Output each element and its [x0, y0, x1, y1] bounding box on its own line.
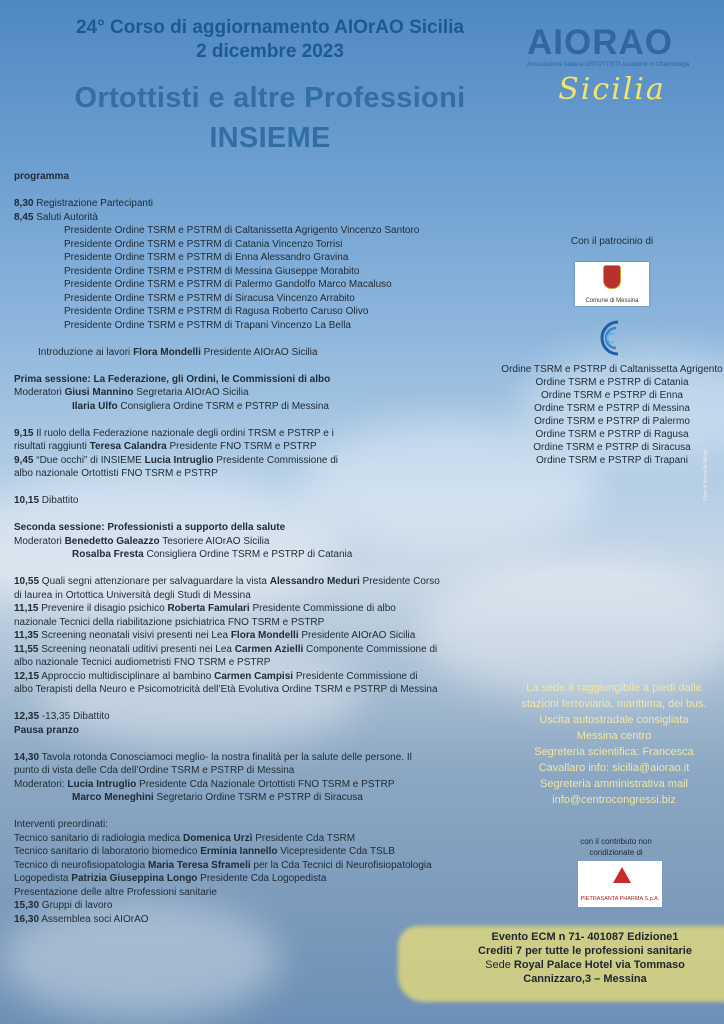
agenda-item: 15,30 Gruppi di lavoro	[14, 900, 113, 911]
intervention-line: Logopedista Patrizia Giuseppina Longo Presidente Cda Logopedista	[14, 873, 327, 884]
crest-icon	[603, 265, 621, 289]
ecm-address: Cannizzaro,3 – Messina	[523, 973, 647, 985]
agenda-item: nazionale Tecnici della riabilitazione psichiatrica FNO TSRM e PSTRP	[14, 616, 325, 628]
venue-line: La sede è raggiungibile a piedi dalle	[526, 682, 702, 694]
moderator-line: Moderatori Giusi Mannino Segretaria AIOrAO Sicilia	[14, 387, 249, 398]
president-line: Presidente Ordine TSRM e PSTRM di Enna Alessandro Gravina	[64, 252, 349, 263]
event-title-line2: INSIEME	[209, 122, 331, 154]
sponsor-name: PIETRASANTA PHARMA S.p.A.	[580, 896, 660, 902]
agenda-item: 14,30 Tavola rotonda Conosciamoci meglio- la nostra finalità per la salute delle persone. Il	[14, 751, 412, 763]
interventi-title: Interventi preordinati:	[14, 819, 108, 830]
comune-messina-seal	[575, 262, 649, 306]
order-item: Ordine TSRM e PSTRP di Palermo	[534, 416, 690, 427]
president-line: Presidente Ordine TSRM e PSTRM di Catania Vincenzo Torrisi	[64, 238, 343, 250]
intervention-line: Tecnico sanitario di radiologia medica Domenica Urzì Presidente Cda TSRM	[14, 832, 356, 844]
order-item: Ordine TSRM e PSTRP di Siracusa	[533, 442, 691, 453]
venue-info	[512, 680, 716, 808]
intervention-line: Tecnico di neurofisiopatologia Maria Teresa Sframeli per la Cda Tecnici di Neurofisiopatologia	[14, 859, 432, 871]
moderator-line: Ilaria Ulfo Consigliera Ordine TSRM e PSTRP di Messina	[72, 400, 329, 412]
moderator-line: Moderatori: Lucia Intruglio Presidente Cda Nazionale Ortottisti FNO TSRM e PSTRP	[14, 778, 395, 790]
venue-line: Uscita autostradale consigliata	[539, 714, 689, 726]
order-item: Ordine TSRM e PSTRP di Enna	[541, 390, 683, 401]
venue-line: Cavallaro info: sicilia@aiorao.it	[538, 762, 690, 774]
agenda-item: 10,15 Dibattito	[14, 495, 79, 506]
logo-wordmark: AIORAO	[527, 23, 673, 62]
president-line: Presidente Ordine TSRM e PSTRM di Palermo Gandolfo Marco Macaluso	[64, 279, 392, 290]
photo-credit: Foto di Marcello Menta	[703, 449, 709, 500]
venue-line: Segreteria amministrativa mail	[540, 778, 688, 790]
session2-title: Seconda sessione: Professionisti a supporto della salute	[14, 522, 286, 533]
venue-line: stazioni ferroviaria, marittima, dei bus.	[521, 698, 707, 710]
agenda-item: 11,15 Prevenire il disagio psichico Roberta Famulari Presidente Commissione di albo	[14, 603, 396, 614]
logo-tagline: Associazione Italiana ORTOTTISTI Assistenti in Oftalmologia	[527, 62, 690, 68]
president-line: Presidente Ordine TSRM e PSTRM di Caltanissetta Agrigento Vincenzo Santoro	[64, 225, 420, 236]
intro-line: Introduzione ai lavori Flora Mondelli Presidente AIOrAO Sicilia	[38, 346, 318, 358]
order-item: Ordine TSRM e PSTRP di Catania	[535, 377, 689, 388]
event-title-line1: Ortottisti e altre Professioni	[74, 82, 466, 114]
agenda-item: albo Terapisti della Neuro e Psicomotricità dell’Età Evolutiva Ordine TSRM e PSTRP di Messina	[14, 684, 438, 695]
agenda-item: 11,35 Screening neonatali visivi presenti nei Lea Flora Mondelli Presidente AIOrAO Sicilia	[14, 630, 416, 641]
agenda-item: 12,15 Approccio multidisciplinare al bambino Carmen Campisi Presidente Commissione di	[14, 670, 418, 682]
ecm-event: Evento ECM n 71- 401087 Edizione1	[491, 931, 679, 943]
seal-caption: Comune di Messina	[585, 298, 639, 304]
agenda-item: 12,35 -13,35 Dibattito	[14, 711, 110, 722]
president-line: Presidente Ordine TSRM e PSTRM di Trapani Vincenzo La Bella	[64, 319, 351, 331]
agenda-item: 8,30 Registrazione Partecipanti	[14, 198, 153, 209]
agenda-item: punto di vista delle Cda dell’Ordine TSRM e PSTRP di Messina	[14, 765, 295, 776]
agenda-item: 16,30 Assemblea soci AIOrAO	[14, 913, 149, 925]
intervention-line: Presentazione delle altre Professioni sanitarie	[14, 886, 217, 898]
course-heading	[0, 16, 540, 64]
course-title: 24° Corso di aggiornamento AIOrAO Sicilia	[75, 17, 465, 38]
order-item: Ordine TSRM e PSTRP di Messina	[534, 403, 690, 414]
venue-line: Messina centro	[576, 730, 652, 742]
ecm-credits: Crediti 7 per tutte le professioni sanitarie	[478, 945, 692, 957]
agenda-item: 9,45 “Due occhi” di INSIEME Lucia Intruglio Presidente Commissione di	[14, 454, 339, 466]
event-title	[0, 80, 540, 156]
president-line: Presidente Ordine TSRM e PSTRM di Messina Giuseppe Morabito	[64, 265, 360, 277]
lunch-break: Pausa pranzo	[14, 724, 80, 736]
agenda-item: risultati raggiunti Teresa Calandra Presidente FNO TSRM e PSTRP	[14, 441, 317, 452]
contribution-label: con il contributo non condizionate di	[580, 837, 652, 857]
session1-title: Prima sessione: La Federazione, gli Ordini, le Commissioni di albo	[14, 373, 331, 385]
program-title: programma	[14, 171, 70, 182]
agenda-item: albo nazionale Tecnici audiometristi FNO TSRM e PSTRP	[14, 657, 271, 668]
agenda-item: 9,15 Il ruolo della Federazione nazionale degli ordini TRSM e PSTRP e i	[14, 427, 334, 439]
ecm-venue: Sede Royal Palace Hotel via Tommaso	[485, 959, 685, 971]
orders-list	[500, 363, 724, 467]
agenda-item: 11,55 Screening neonatali uditivi presenti nei Lea Carmen Azielli Componente Commissione di	[14, 643, 438, 655]
course-date: 2 dicembre 2023	[196, 41, 344, 62]
moderator-line: Moderatori Benedetto Galeazzo Tesoriere AIOrAO Sicilia	[14, 535, 270, 547]
president-line: Presidente Ordine TSRM e PSTRM di Ragusa Roberto Caruso Olivo	[64, 306, 369, 317]
president-line: Presidente Ordine TSRM e PSTRM di Siracusa Vincenzo Arrabito	[64, 292, 355, 304]
moderator-line: Rosalba Fresta Consigliera Ordine TSRM e PSTRP di Catania	[72, 549, 353, 560]
agenda-item: 10,55 Quali segni attenzionare per salvaguardare la vista Alessandro Meduri Presidente Corso	[14, 576, 440, 587]
program	[14, 170, 484, 926]
sponsor-mark-icon	[613, 867, 631, 883]
aiorao-logo	[527, 22, 697, 122]
venue-line: info@centrocongressi.biz	[552, 794, 676, 806]
logo-region: Sicilia	[558, 72, 666, 107]
order-item: Ordine TSRM e PSTRP di Ragusa	[535, 429, 689, 440]
intervention-line: Tecnico sanitario di laboratorio biomedico Erminia Iannello Vicepresidente Cda TSLB	[14, 846, 395, 857]
venue-line: Segreteria scientifica: Francesca	[534, 746, 694, 758]
moderator-line: Marco Meneghini Segretario Ordine TSRM e PSTRP di Siracusa	[72, 792, 363, 803]
order-item: Ordine TSRM e PSTRP di Caltanissetta Agrigento	[501, 364, 723, 375]
ecm-info	[450, 930, 720, 986]
agenda-item: di laurea in Ortottica Università degli Studi di Messina	[14, 589, 251, 601]
order-item: Ordine TSRM e PSTRP di Trapani	[536, 455, 688, 466]
ordine-logo-icon	[594, 318, 630, 358]
sponsor-logo	[578, 861, 662, 907]
agenda-item: albo nazionale Ortottisti FNO TSRM e PSTRP	[14, 468, 218, 479]
agenda-item: 8,45 Saluti Autorità	[14, 211, 98, 223]
patronage-label: Con il patrocinio di	[570, 236, 654, 247]
